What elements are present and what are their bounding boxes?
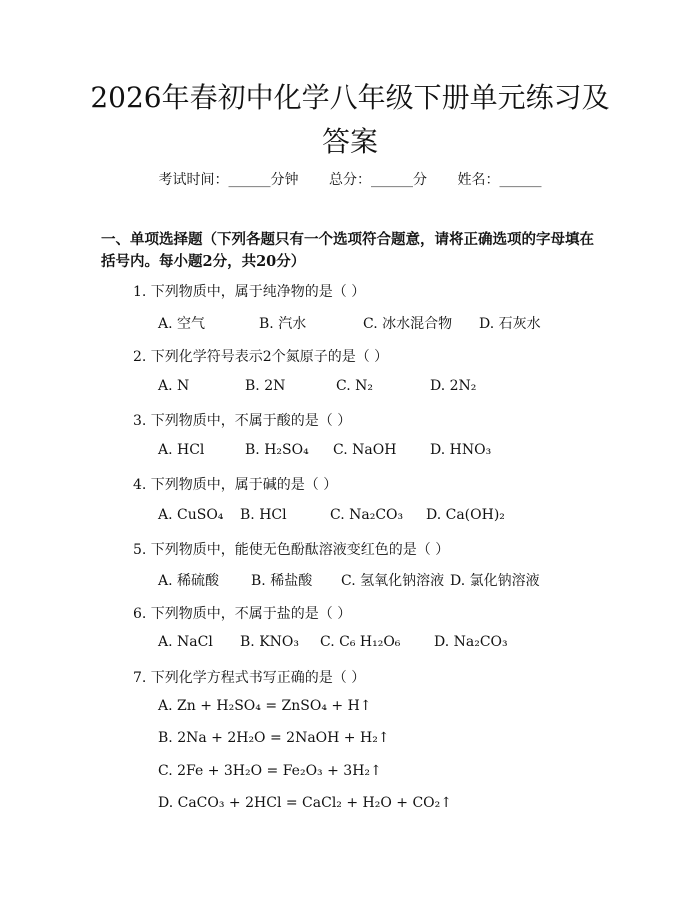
- option-d: D. CaCO₃ + 2HCl = CaCl₂ + H₂O + CO₂↑: [158, 795, 453, 811]
- option-c: C. Na₂CO₃: [330, 507, 404, 523]
- option-d: D. 氯化钠溶液: [450, 573, 540, 589]
- option-b: B. 稀盐酸: [251, 573, 313, 589]
- question-stem: 4. 下列物质中，属于碱的是（ ）: [133, 477, 338, 493]
- question-stem: 3. 下列物质中，不属于酸的是（ ）: [133, 413, 352, 429]
- option-d: D. Na₂CO₃: [434, 634, 508, 650]
- option-c: C. N₂: [336, 378, 373, 394]
- option-c: C. 冰水混合物: [363, 316, 453, 332]
- question-stem: 1. 下列物质中，属于纯净物的是（ ）: [133, 284, 366, 300]
- option-c: C. NaOH: [333, 442, 397, 458]
- total-score-label: 总分：______分: [329, 172, 427, 188]
- option-a: A. 空气: [158, 316, 206, 332]
- option-b: B. HCl: [240, 507, 287, 523]
- option-d: D. 石灰水: [479, 316, 541, 332]
- option-a: A. HCl: [158, 442, 205, 458]
- option-a: A. Zn + H₂SO₄ = ZnSO₄ + H↑: [158, 698, 372, 714]
- option-c: C. C₆ H₁₂O₆: [320, 634, 401, 650]
- question-stem: 5. 下列物质中，能使无色酚酞溶液变红色的是（ ）: [133, 542, 450, 558]
- option-b: B. H₂SO₄: [245, 442, 309, 458]
- option-c: C. 氢氧化钠溶液: [341, 573, 445, 589]
- option-d: D. Ca(OH)₂: [426, 507, 505, 523]
- option-b: B. KNO₃: [240, 634, 299, 650]
- exam-meta: [0, 169, 700, 189]
- exam-time-label: 考试时间：______分钟: [158, 172, 299, 188]
- student-name-label: 姓名：______: [457, 172, 542, 188]
- option-a: A. 稀硫酸: [158, 573, 220, 589]
- question-stem: 6. 下列物质中，不属于盐的是（ ）: [133, 606, 352, 622]
- option-a: A. NaCl: [158, 634, 213, 650]
- option-b: B. 汽水: [259, 316, 307, 332]
- section-heading: 一、单项选择题（下列各题只有一个选项符合题意，请将正确选项的字母填在括号内。每小题2分，共20分）: [101, 231, 594, 270]
- question-stem: 7. 下列化学方程式书写正确的是（ ）: [133, 670, 366, 686]
- option-a: A. N: [158, 378, 190, 394]
- option-b: B. 2N: [245, 378, 286, 394]
- question-stem: 2. 下列化学符号表示2个氮原子的是（ ）: [133, 349, 389, 365]
- option-c: C. 2Fe + 3H₂O = Fe₂O₃ + 3H₂↑: [158, 763, 382, 779]
- option-d: D. 2N₂: [430, 378, 477, 394]
- option-b: B. 2Na + 2H₂O = 2NaOH + H₂↑: [158, 730, 390, 746]
- option-a: A. CuSO₄: [158, 507, 224, 523]
- option-d: D. HNO₃: [430, 442, 492, 458]
- page-title: 2026年春初中化学八年级下册单元练习及答案: [90, 81, 610, 158]
